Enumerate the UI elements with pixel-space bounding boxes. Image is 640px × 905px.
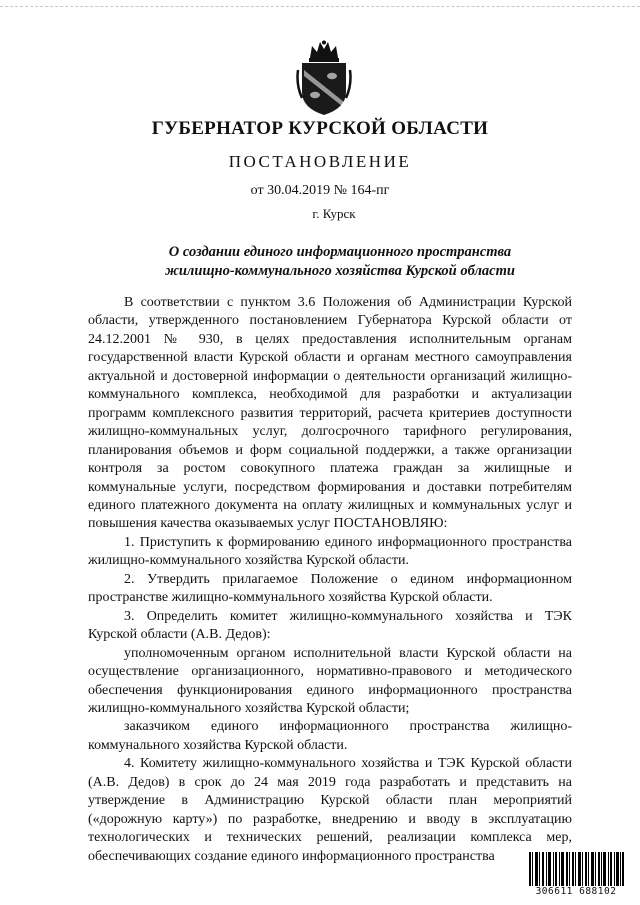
barcode-bars-icon [528, 852, 624, 886]
governor-title: ГУБЕРНАТОР КУРСКОЙ ОБЛАСТИ [151, 118, 489, 139]
barcode-number: 306611 688102 [535, 886, 617, 897]
scan-edge-line [0, 6, 640, 7]
document-subject [0, 243, 640, 281]
document-city: г. Курск [312, 206, 356, 221]
clause-3-paragraph: 3. Определить комитет жилищно-коммунального хозяйства и ТЭК Курской области (А.В. Дедов): [88, 608, 572, 643]
clause-3-item-2-paragraph: заказчиком единого информационного пространства жилищно-коммунального хозяйства Курской области. [88, 719, 572, 753]
kursk-coat-of-arms-icon [296, 40, 352, 116]
subject-line-1: О создании единого информационного пространства [168, 244, 512, 260]
subject-line-2: жилищно-коммунального хозяйства Курской области [165, 263, 515, 279]
document-type: ПОСТАНОВЛЕНИЕ [228, 152, 412, 171]
clause-3-item-1-paragraph: уполномоченным органом исполнительной власти Курской области на осуществление организационного, нормативно-правового и методического обеспечения функционирования единого информационного пространства жилищно-коммунального хозяйства Курской области; [88, 645, 572, 716]
clause-1-paragraph: 1. Приступить к формированию единого информационного пространства жилищно-коммунального хозяйства Курской области. [88, 534, 572, 569]
document-date-number: от 30.04.2019 № 164-пг [250, 183, 390, 198]
clause-4-paragraph: 4. Комитету жилищно-коммунального хозяйства и ТЭК Курской области (А.В. Дедов) в срок до 24 мая 2019 года разработать и представить на утверждение в Администрацию Курской области план мероприятий («дорожную карту») по разработке, внедрению и вводу в эксплуатацию технологических и технических решений, реализации комплекса мер, обеспечивающих создание единого информационного пространства [88, 756, 572, 864]
document-body [88, 294, 572, 866]
preamble-paragraph: В соответствии с пунктом 3.6 Положения об Администрации Курской области, утвержденного постановлением Губернатора Курской области от 24.12.2001 № 930, в целях предоставления исполнительным органам государственной власти Курской области и органам местного самоуправления актуальной и достоверной информации о деятельности организаций жилищно-коммунального комплекса, необходимой для разработки и актуализации программ комплексного развития территорий, расчета критериев доступности жилищно-коммунальных услуг, долгосрочного тарифного регулирования, планирования объемов и форм социальной поддержки, а также организации контроля за ростом совокупного платежа граждан за жилищные и коммунальные услуги, посредством формирования и доставки потребителям единого платежного документа на оплату жилищных и коммунальных услуг и повышения качества оказываемых услуг ПОСТАНОВЛЯЮ: [88, 295, 572, 532]
clause-2-paragraph: 2. Утвердить прилагаемое Положение о едином информационном пространстве жилищно-коммунального хозяйства Курской области. [88, 571, 572, 606]
barcode [528, 852, 624, 900]
